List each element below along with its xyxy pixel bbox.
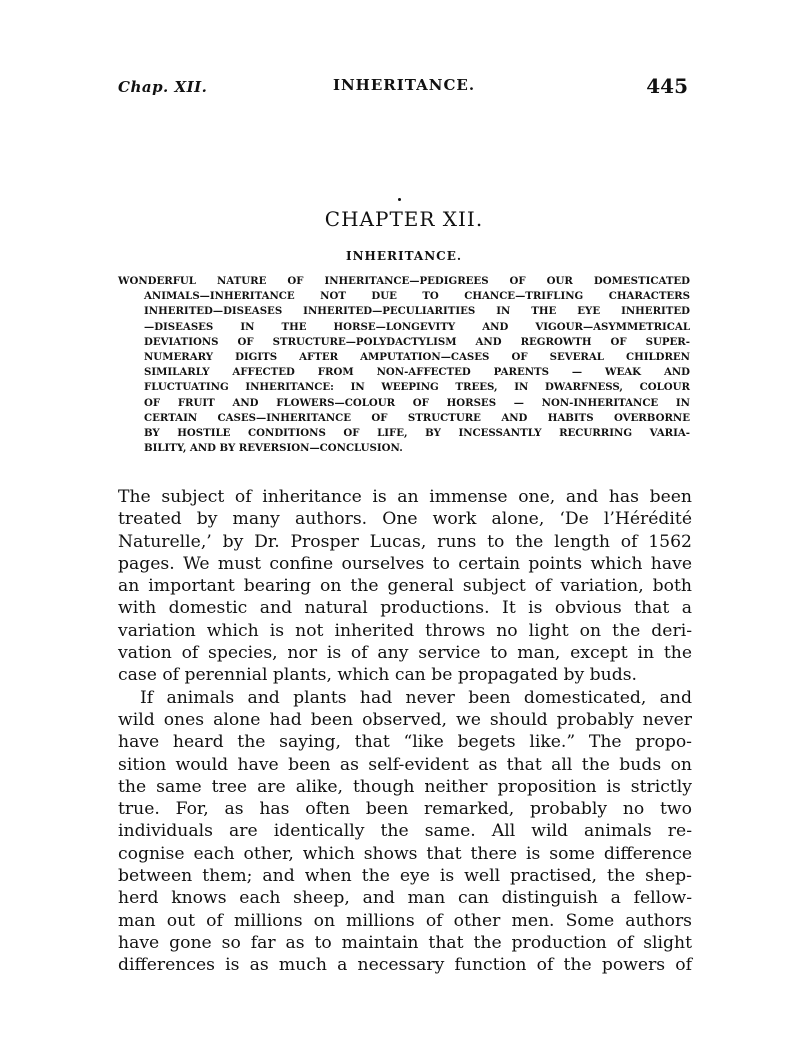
body-line: pages. We must confine ourselves to certain points which have <box>118 553 692 574</box>
page-number: 445 <box>646 74 688 98</box>
body-line: differences is as much a necessary function of the powers of <box>118 955 692 976</box>
synopsis-line: —DISEASES IN THE HORSE—LONGEVITY AND VIGOUR—ASYMMETRICAL <box>144 320 690 333</box>
running-head-chapter: Chap. XII. <box>118 78 208 96</box>
synopsis-line: WONDERFUL NATURE OF INHERITANCE—PEDIGREES OF OUR DOMESTICATED <box>118 275 690 287</box>
body-line: variation which is not inherited throws no light on the deri- <box>118 620 692 641</box>
synopsis-line: DEVIATIONS OF STRUCTURE—POLYDACTYLISM AND REGROWTH OF SUPER- <box>144 335 690 348</box>
synopsis-line: FLUCTUATING INHERITANCE: IN WEEPING TREES, IN DWARFNESS, COLOUR <box>144 381 690 394</box>
body-line: man out of millions on millions of other men. Some authors <box>118 910 692 931</box>
body-line: have gone so far as to maintain that the production of slight <box>118 932 692 953</box>
body-line: the same tree are alike, though neither proposition is strictly <box>118 776 692 797</box>
body-line: The subject of inheritance is an immense one, and has been <box>118 487 692 507</box>
ink-dot <box>398 198 401 201</box>
synopsis-line: BY HOSTILE CONDITIONS OF LIFE, BY INCESSANTLY RECURRING VARIA- <box>144 426 690 439</box>
body-line: individuals are identically the same. All wild animals re- <box>118 821 692 842</box>
body-line: cognise each other, which shows that there is some difference <box>118 843 692 864</box>
synopsis-line: NUMERARY DIGITS AFTER AMPUTATION—CASES OF SEVERAL CHILDREN <box>144 350 690 363</box>
running-head-title: INHERITANCE. <box>332 76 476 94</box>
body-line: an important bearing on the general subject of variation, both <box>118 576 692 597</box>
body-line: have heard the saying, that “like begets like.” The propo- <box>118 732 692 753</box>
body-line: true. For, as has often been remarked, probably no two <box>118 799 692 820</box>
synopsis-line: BILITY, AND BY REVERSION—CONCLUSION. <box>144 442 403 455</box>
body-line: wild ones alone had been observed, we should probably never <box>118 709 692 730</box>
synopsis-line: SIMILARLY AFFECTED FROM NON-AFFECTED PARENTS — WEAK AND <box>144 366 690 379</box>
body-line: Naturelle,’ by Dr. Prosper Lucas, runs to the length of 1562 <box>118 531 692 552</box>
running-head <box>118 76 690 102</box>
body-line: If animals and plants had never been domesticated, and <box>140 687 692 708</box>
synopsis-line: OF FRUIT AND FLOWERS—COLOUR OF HORSES — NON-INHERITANCE IN <box>144 396 690 409</box>
body-line: case of perennial plants, which can be propagated by buds. <box>118 665 637 686</box>
chapter-subtitle: INHERITANCE. <box>345 249 463 263</box>
body-line: sition would have been as self-evident as that all the buds on <box>118 754 692 775</box>
body-line: with domestic and natural productions. It is obvious that a <box>118 598 692 619</box>
body-line: treated by many authors. One work alone, ‘De l’Hérédité <box>118 509 692 530</box>
body-line: between them; and when the eye is well practised, the shep- <box>118 866 692 887</box>
body-line: herd knows each sheep, and man can distinguish a fellow- <box>118 888 692 909</box>
body-text <box>118 486 692 977</box>
synopsis-line: CERTAIN CASES—INHERITANCE OF STRUCTURE AND HABITS OVERBORNE <box>144 411 690 424</box>
chapter-synopsis <box>118 274 690 456</box>
body-line: vation of species, nor is of any service to man, except in the <box>118 643 692 664</box>
synopsis-line: INHERITED—DISEASES INHERITED—PECULIARITIES IN THE EYE INHERITED <box>144 305 690 318</box>
chapter-heading: CHAPTER XII. <box>324 207 484 231</box>
synopsis-line: ANIMALS—INHERITANCE NOT DUE TO CHANCE—TRIFLING CHARACTERS <box>144 290 690 303</box>
